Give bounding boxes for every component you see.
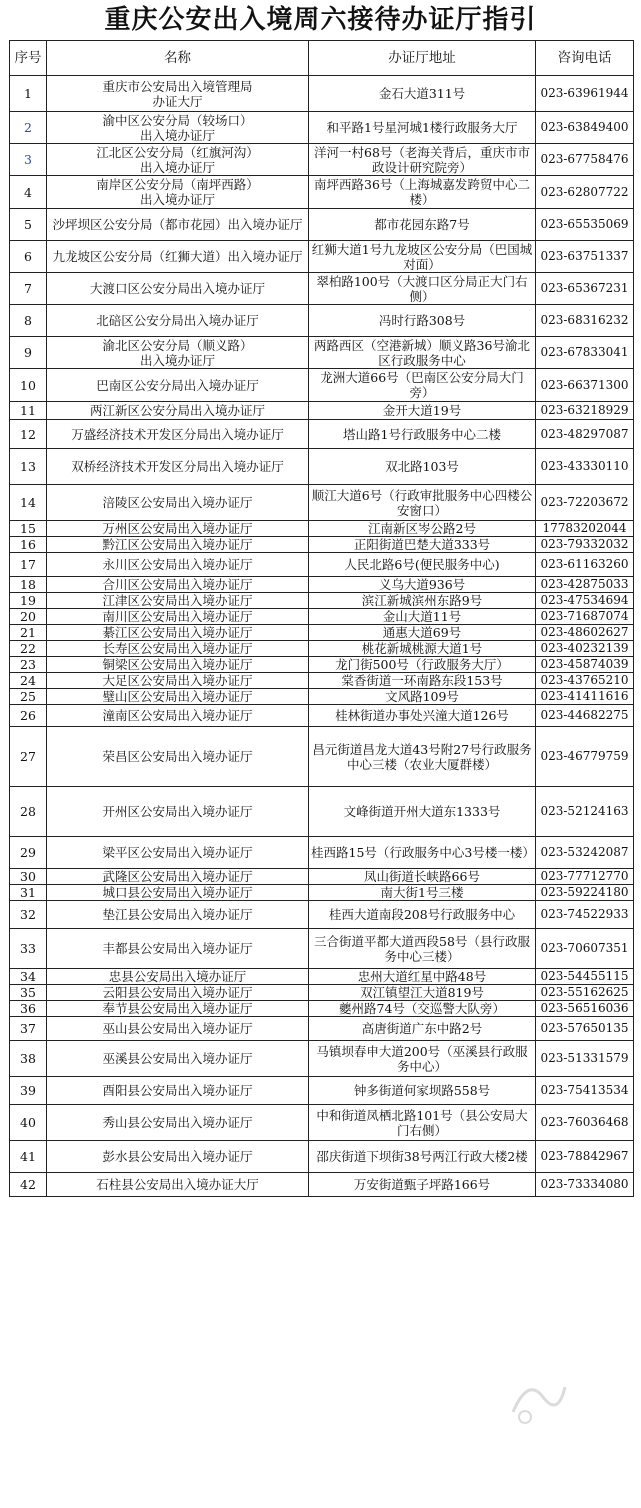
cell-phone: 023-62807722 — [536, 176, 634, 209]
cell-num: 18 — [10, 577, 47, 593]
cell-num: 14 — [10, 485, 47, 521]
table-row — [10, 593, 634, 609]
table-row — [10, 1105, 634, 1141]
cell-phone: 023-40232139 — [536, 641, 634, 657]
cell-phone: 023-66371300 — [536, 369, 634, 402]
cell-phone: 023-72203672 — [536, 485, 634, 521]
table-row — [10, 449, 634, 485]
cell-address: 人民北路6号(便民服务中心) — [309, 553, 536, 577]
table-row — [10, 420, 634, 449]
cell-address: 都市花园东路7号 — [309, 209, 536, 241]
table-row — [10, 1041, 634, 1077]
table-row — [10, 885, 634, 901]
cell-name: 大足区公安局出入境办证厅 — [47, 673, 309, 689]
cell-name: 渝中区公安分局（较场口） 出入境办证厅 — [47, 112, 309, 144]
cell-phone: 023-55162625 — [536, 985, 634, 1001]
cell-address: 龙洲大道66号（巴南区公安分局大门旁） — [309, 369, 536, 402]
cell-num: 19 — [10, 593, 47, 609]
cell-num: 13 — [10, 449, 47, 485]
cell-address: 桂林街道办事处兴潼大道126号 — [309, 705, 536, 727]
cell-name: 万盛经济技术开发区分局出入境办证厅 — [47, 420, 309, 449]
table-row — [10, 641, 634, 657]
cell-address: 双北路103号 — [309, 449, 536, 485]
table-row — [10, 901, 634, 929]
cell-address: 棠香街道一环南路东段153号 — [309, 673, 536, 689]
cell-phone: 023-46779759 — [536, 727, 634, 787]
cell-phone: 023-67833041 — [536, 337, 634, 369]
cell-address: 江南新区岑公路2号 — [309, 521, 536, 537]
cell-num: 30 — [10, 869, 47, 885]
cell-phone: 023-71687074 — [536, 609, 634, 625]
cell-address: 邵庆街道下坝街38号两江行政大楼2楼 — [309, 1141, 536, 1173]
cell-name: 云阳县公安局出入境办证厅 — [47, 985, 309, 1001]
cell-num: 7 — [10, 273, 47, 305]
cell-phone: 023-53242087 — [536, 837, 634, 869]
header-phone: 咨询电话 — [536, 41, 634, 76]
table-row — [10, 609, 634, 625]
cell-name: 巫山县公安局出入境办证厅 — [47, 1017, 309, 1041]
cell-phone: 023-57650135 — [536, 1017, 634, 1041]
cell-address: 南坪西路36号（上海城嘉发跨贸中心二楼） — [309, 176, 536, 209]
cell-name: 九龙坡区公安分局（红狮大道）出入境办证厅 — [47, 241, 309, 273]
cell-address: 钟多街道何家坝路558号 — [309, 1077, 536, 1105]
cell-num: 8 — [10, 305, 47, 337]
cell-address: 金石大道311号 — [309, 76, 536, 112]
cell-num: 39 — [10, 1077, 47, 1105]
cell-num: 6 — [10, 241, 47, 273]
cell-num: 21 — [10, 625, 47, 641]
table-row — [10, 521, 634, 537]
cell-address: 洋河一村68号（老海关背后，重庆市市政设计研究院旁） — [309, 144, 536, 176]
cell-phone: 023-78842967 — [536, 1141, 634, 1173]
cell-phone: 023-74522933 — [536, 901, 634, 929]
cell-name: 秀山县公安局出入境办证厅 — [47, 1105, 309, 1141]
table-row — [10, 689, 634, 705]
cell-address: 义乌大道936号 — [309, 577, 536, 593]
cell-address: 夔州路74号（交巡警大队旁） — [309, 1001, 536, 1017]
cell-num: 10 — [10, 369, 47, 402]
table-row — [10, 657, 634, 673]
header-num: 序号 — [10, 41, 47, 76]
table-row — [10, 537, 634, 553]
table-row — [10, 553, 634, 577]
cell-phone: 023-54455115 — [536, 969, 634, 985]
cell-phone: 023-45874039 — [536, 657, 634, 673]
cell-num: 9 — [10, 337, 47, 369]
cell-num: 15 — [10, 521, 47, 537]
cell-address: 桂西路15号（行政服务中心3号楼一楼） — [309, 837, 536, 869]
cell-name: 永川区公安局出入境办证厅 — [47, 553, 309, 577]
cell-address: 文风路109号 — [309, 689, 536, 705]
cell-num: 35 — [10, 985, 47, 1001]
table-row — [10, 112, 634, 144]
cell-name: 两江新区公安分局出入境办证厅 — [47, 402, 309, 420]
table-row — [10, 273, 634, 305]
cell-num: 38 — [10, 1041, 47, 1077]
table-row — [10, 305, 634, 337]
cell-phone: 023-41411616 — [536, 689, 634, 705]
cell-name: 长寿区公安局出入境办证厅 — [47, 641, 309, 657]
cell-address: 昌元街道昌龙大道43号附27号行政服务中心三楼（农业大厦群楼） — [309, 727, 536, 787]
cell-phone: 023-52124163 — [536, 787, 634, 837]
cell-phone: 023-79332032 — [536, 537, 634, 553]
table-row — [10, 369, 634, 402]
cell-num: 33 — [10, 929, 47, 969]
table-row — [10, 625, 634, 641]
table-row — [10, 144, 634, 176]
cell-name: 梁平区公安局出入境办证厅 — [47, 837, 309, 869]
table-row — [10, 209, 634, 241]
cell-name: 开州区公安局出入境办证厅 — [47, 787, 309, 837]
cell-address: 忠州大道红星中路48号 — [309, 969, 536, 985]
cell-address: 通惠大道69号 — [309, 625, 536, 641]
cell-address: 金山大道11号 — [309, 609, 536, 625]
table-row — [10, 1173, 634, 1197]
cell-num: 28 — [10, 787, 47, 837]
cell-phone: 023-65535069 — [536, 209, 634, 241]
cell-phone: 17783202044 — [536, 521, 634, 537]
cell-name: 武隆区公安局出入境办证厅 — [47, 869, 309, 885]
cell-phone: 023-56516036 — [536, 1001, 634, 1017]
cell-name: 城口县公安局出入境办证厅 — [47, 885, 309, 901]
cell-address: 桃花新城桃源大道1号 — [309, 641, 536, 657]
table-row — [10, 787, 634, 837]
cell-phone: 023-63961944 — [536, 76, 634, 112]
cell-name: 大渡口区公安分局出入境办证厅 — [47, 273, 309, 305]
table-row — [10, 837, 634, 869]
cell-phone: 023-67758476 — [536, 144, 634, 176]
cell-address: 正阳街道巴楚大道333号 — [309, 537, 536, 553]
watermark-logo-icon — [503, 1372, 573, 1432]
cell-name: 酉阳县公安局出入境办证厅 — [47, 1077, 309, 1105]
cell-name: 南岸区公安分局（南坪西路） 出入境办证厅 — [47, 176, 309, 209]
table-row — [10, 577, 634, 593]
cell-name: 合川区公安局出入境办证厅 — [47, 577, 309, 593]
table-row — [10, 673, 634, 689]
cell-address: 高唐街道广东中路2号 — [309, 1017, 536, 1041]
cell-address: 三合街道平都大道西段58号（县行政服务中心三楼） — [309, 929, 536, 969]
cell-address: 冯时行路308号 — [309, 305, 536, 337]
cell-num: 1 — [10, 76, 47, 112]
cell-num: 3 — [10, 144, 47, 176]
cell-name: 双桥经济技术开发区分局出入境办证厅 — [47, 449, 309, 485]
cell-name: 万州区公安局出入境办证厅 — [47, 521, 309, 537]
table-row — [10, 985, 634, 1001]
table-row — [10, 402, 634, 420]
table-row — [10, 485, 634, 521]
cell-address: 中和街道凤栖北路101号（县公安局大门右侧） — [309, 1105, 536, 1141]
cell-address: 金开大道19号 — [309, 402, 536, 420]
table-row — [10, 241, 634, 273]
cell-phone: 023-48297087 — [536, 420, 634, 449]
cell-name: 江津区公安局出入境办证厅 — [47, 593, 309, 609]
cell-num: 11 — [10, 402, 47, 420]
cell-num: 26 — [10, 705, 47, 727]
cell-address: 桂西大道南段208号行政服务中心 — [309, 901, 536, 929]
cell-phone: 023-70607351 — [536, 929, 634, 969]
table-row — [10, 969, 634, 985]
header-name: 名称 — [47, 41, 309, 76]
cell-phone: 023-61163260 — [536, 553, 634, 577]
cell-name: 忠县公安局出入境办证厅 — [47, 969, 309, 985]
cell-address: 文峰街道开州大道东1333号 — [309, 787, 536, 837]
cell-name: 铜梁区公安局出入境办证厅 — [47, 657, 309, 673]
cell-name: 奉节县公安局出入境办证厅 — [47, 1001, 309, 1017]
cell-num: 42 — [10, 1173, 47, 1197]
cell-name: 彭水县公安局出入境办证厅 — [47, 1141, 309, 1173]
cell-phone: 023-59224180 — [536, 885, 634, 901]
table-row — [10, 1141, 634, 1173]
table-body — [10, 76, 634, 1197]
table-row — [10, 869, 634, 885]
cell-num: 5 — [10, 209, 47, 241]
cell-name: 重庆市公安局出入境管理局 办证大厅 — [47, 76, 309, 112]
cell-phone: 023-73334080 — [536, 1173, 634, 1197]
cell-name: 涪陵区公安局出入境办证厅 — [47, 485, 309, 521]
cell-phone: 023-43765210 — [536, 673, 634, 689]
cell-num: 37 — [10, 1017, 47, 1041]
cell-name: 渝北区公安分局（顺义路） 出入境办证厅 — [47, 337, 309, 369]
table-header-row — [10, 41, 634, 76]
cell-phone: 023-44682275 — [536, 705, 634, 727]
cell-phone: 023-65367231 — [536, 273, 634, 305]
cell-phone: 023-63751337 — [536, 241, 634, 273]
cell-address: 红狮大道1号九龙坡区公安分局（巴国城对面） — [309, 241, 536, 273]
cell-num: 27 — [10, 727, 47, 787]
cell-phone: 023-48602627 — [536, 625, 634, 641]
cell-num: 25 — [10, 689, 47, 705]
cell-name: 沙坪坝区公安分局（都市花园）出入境办证厅 — [47, 209, 309, 241]
cell-name: 北碚区公安分局出入境办证厅 — [47, 305, 309, 337]
header-address: 办证厅地址 — [309, 41, 536, 76]
cell-address: 顺江大道6号（行政审批服务中心四楼公安窗口） — [309, 485, 536, 521]
cell-name: 丰都县公安局出入境办证厅 — [47, 929, 309, 969]
cell-name: 巴南区公安分局出入境办证厅 — [47, 369, 309, 402]
cell-phone: 023-63218929 — [536, 402, 634, 420]
cell-name: 江北区公安分局（红旗河沟） 出入境办证厅 — [47, 144, 309, 176]
cell-name: 黔江区公安局出入境办证厅 — [47, 537, 309, 553]
table-row — [10, 337, 634, 369]
cell-address: 凤山街道长峡路66号 — [309, 869, 536, 885]
cell-num: 12 — [10, 420, 47, 449]
cell-phone: 023-42875033 — [536, 577, 634, 593]
cell-num: 36 — [10, 1001, 47, 1017]
cell-num: 20 — [10, 609, 47, 625]
cell-name: 璧山区公安局出入境办证厅 — [47, 689, 309, 705]
cell-num: 22 — [10, 641, 47, 657]
cell-address: 两路西区（空港新城）顺义路36号渝北区行政服务中心 — [309, 337, 536, 369]
cell-address: 龙门街500号（行政服务大厅） — [309, 657, 536, 673]
cell-num: 17 — [10, 553, 47, 577]
table-row — [10, 1001, 634, 1017]
cell-num: 32 — [10, 901, 47, 929]
cell-phone: 023-47534694 — [536, 593, 634, 609]
cell-num: 41 — [10, 1141, 47, 1173]
cell-name: 南川区公安局出入境办证厅 — [47, 609, 309, 625]
cell-num: 34 — [10, 969, 47, 985]
cell-address: 双江镇望江大道819号 — [309, 985, 536, 1001]
cell-phone: 023-63849400 — [536, 112, 634, 144]
cell-address: 和平路1号星河城1楼行政服务大厅 — [309, 112, 536, 144]
cell-name: 潼南区公安局出入境办证厅 — [47, 705, 309, 727]
table-row — [10, 1077, 634, 1105]
cell-phone: 023-68316232 — [536, 305, 634, 337]
cell-num: 23 — [10, 657, 47, 673]
cell-num: 31 — [10, 885, 47, 901]
cell-phone: 023-43330110 — [536, 449, 634, 485]
cell-num: 40 — [10, 1105, 47, 1141]
cell-num: 16 — [10, 537, 47, 553]
cell-num: 2 — [10, 112, 47, 144]
table-row — [10, 176, 634, 209]
table-row — [10, 1017, 634, 1041]
cell-name: 巫溪县公安局出入境办证厅 — [47, 1041, 309, 1077]
cell-address: 塔山路1号行政服务中心二楼 — [309, 420, 536, 449]
cell-address: 万安街道甄子坪路166号 — [309, 1173, 536, 1197]
cell-name: 垫江县公安局出入境办证厅 — [47, 901, 309, 929]
table-row — [10, 929, 634, 969]
table-row — [10, 76, 634, 112]
table-row — [10, 705, 634, 727]
cell-name: 石柱县公安局出入境办证大厅 — [47, 1173, 309, 1197]
cell-phone: 023-77712770 — [536, 869, 634, 885]
page-title: 重庆公安出入境周六接待办证厅指引 — [104, 5, 537, 35]
cell-name: 綦江区公安局出入境办证厅 — [47, 625, 309, 641]
cell-address: 马镇坝春申大道200号（巫溪县行政服务中心） — [309, 1041, 536, 1077]
cell-num: 4 — [10, 176, 47, 209]
cell-phone: 023-75413534 — [536, 1077, 634, 1105]
cell-num: 24 — [10, 673, 47, 689]
cell-phone: 023-76036468 — [536, 1105, 634, 1141]
cell-phone: 023-51331579 — [536, 1041, 634, 1077]
cell-name: 荣昌区公安局出入境办证厅 — [47, 727, 309, 787]
office-table — [9, 40, 634, 1197]
cell-address: 翠柏路100号（大渡口区分局正大门右侧） — [309, 273, 536, 305]
cell-address: 南大街1号三楼 — [309, 885, 536, 901]
cell-address: 滨江新城滨州东路9号 — [309, 593, 536, 609]
table-row — [10, 727, 634, 787]
cell-num: 29 — [10, 837, 47, 869]
